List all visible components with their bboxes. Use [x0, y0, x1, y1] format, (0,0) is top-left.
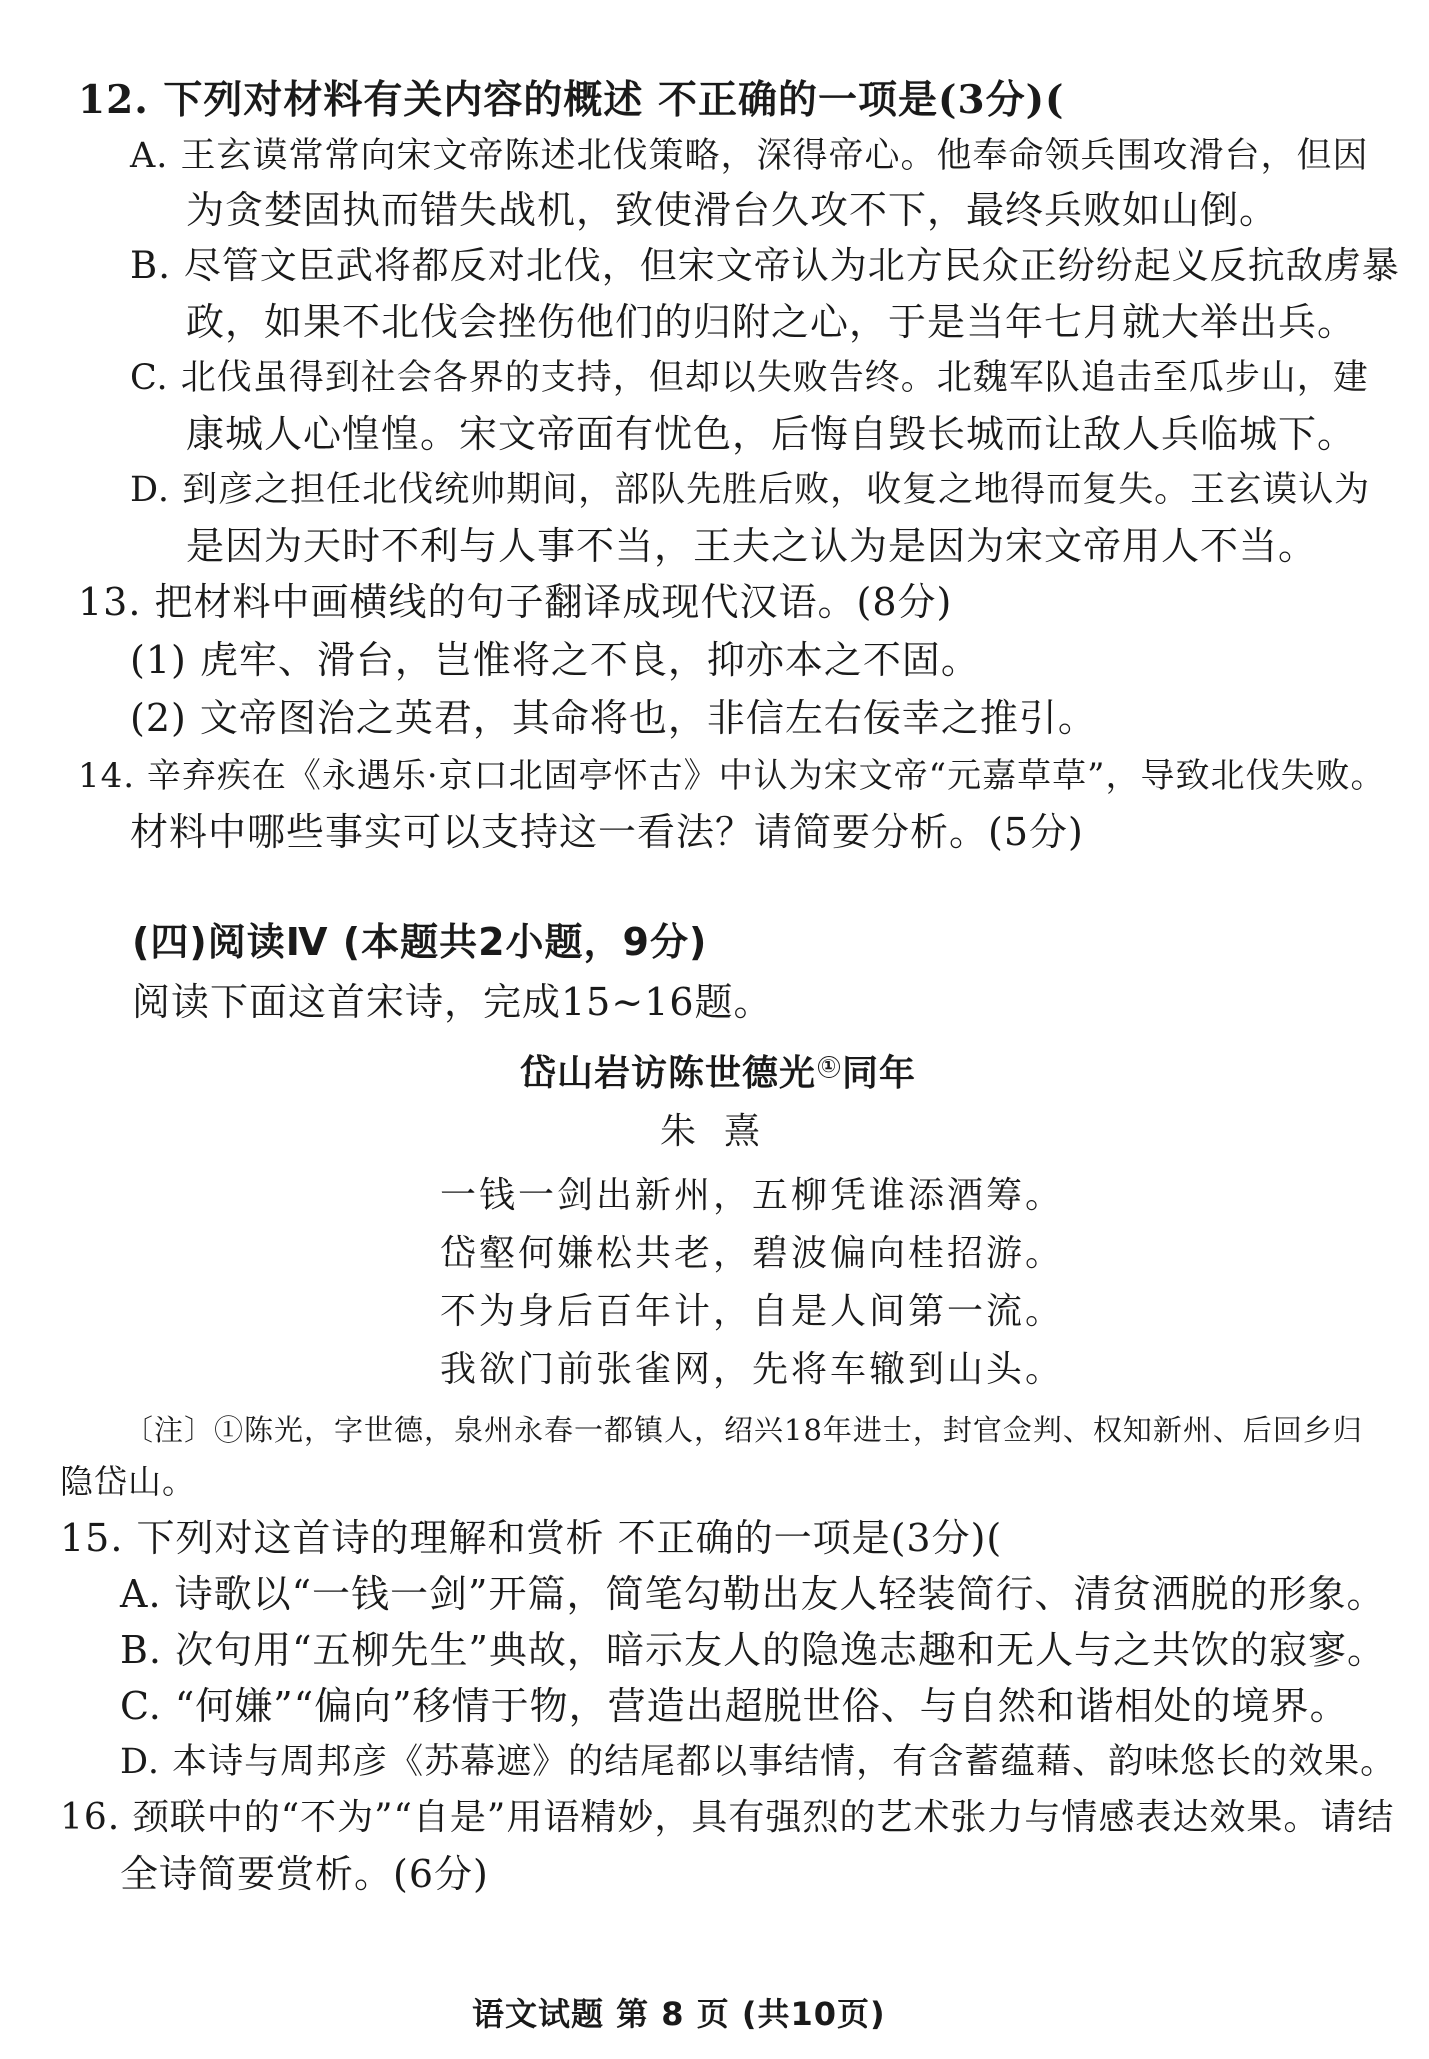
q12-option-c-line2: 康城人心惶惶。宋文帝面有忧色，后悔自毁长城而让敌人兵临城下。 [186, 412, 1357, 456]
q14-line2: 材料中哪些事实可以支持这一看法？请简要分析。(5分) [130, 810, 1084, 854]
q12-option-a-line1: A. 王玄谟常常向宋文帝陈述北伐策略，深得帝心。他奉命领兵围攻滑台，但因 [130, 136, 1369, 176]
q13-item-2: (2) 文帝图治之英君，其命将也，非信左右佞幸之推引。 [130, 696, 1097, 740]
q13-item-1: (1) 虎牢、滑台，岂惟将之不良，抑亦本之不固。 [130, 638, 980, 682]
poem-line-4: 我欲门前张雀网，先将车辙到山头。 [440, 1349, 1065, 1390]
q16-line2: 全诗简要赏析。(6分) [120, 1852, 489, 1896]
q12-option-b-line1: B. 尽管文臣武将都反对北伐，但宋文帝认为北方民众正纷纷起义反抗敌虏暴 [130, 244, 1400, 287]
section-4-instruction: 阅读下面这首宋诗，完成15~16题。 [132, 980, 773, 1024]
q15-option-c: C. “何嫌”“偏向”移情于物，营造出超脱世俗、与自然和谐相处的境界。 [120, 1684, 1349, 1728]
q15-option-a: A. 诗歌以“一钱一剑”开篇，简笔勾勒出友人轻装简行、清贫洒脱的形象。 [120, 1572, 1386, 1616]
q14-line1: 14. 辛弃疾在《永遇乐·京口北固亭怀古》中认为宋文帝“元嘉草草”，导致北伐失败。 [78, 756, 1386, 796]
poem-title-tail: 同年 [842, 1053, 917, 1094]
q15-option-d: D. 本诗与周邦彦《苏幕遮》的结尾都以事结情，有含蓄蕴藉、韵味悠长的效果。 [120, 1742, 1397, 1782]
poem-line-1: 一钱一剑出新州，五柳凭谁添酒筹。 [440, 1175, 1065, 1216]
q15-stem: 15. 下列对这首诗的理解和赏析 不正确的一项是(3分)( [60, 1516, 1003, 1560]
q12-option-d-line1: D. 到彦之担任北伐统帅期间，部队先胜后败，收复之地得而复失。王玄谟认为 [130, 470, 1371, 510]
q16-line1: 16. 颈联中的“不为”“自是”用语精妙，具有强烈的艺术张力与情感表达效果。请结 [60, 1797, 1395, 1838]
page-footer: 语文试题 第 8 页 (共10页) [472, 1995, 886, 2033]
q13-stem: 13. 把材料中画横线的句子翻译成现代汉语。(8分) [78, 580, 953, 624]
section-4-header: (四)阅读Ⅳ (本题共2小题，9分) [132, 920, 708, 964]
poem-title [520, 1048, 916, 1100]
q12-option-d-line2: 是因为天时不利与人事不当，王夫之认为是因为宋文帝用人不当。 [186, 524, 1318, 568]
q12-option-a-line2: 为贪婪固执而错失战机，致使滑台久攻不下，最终兵败如山倒。 [186, 188, 1279, 232]
poem-title-main: 岱山岩访陈世德光 [520, 1053, 817, 1094]
q12-option-c-line1: C. 北伐虽得到社会各界的支持，但却以失败告终。北魏军队追击至瓜步山，建 [130, 358, 1369, 398]
q12-option-b-line2: 政，如果不北伐会挫伤他们的归附之心，于是当年七月就大举出兵。 [186, 300, 1357, 344]
poem-author: 朱熹 [660, 1111, 789, 1152]
poem-note-line2: 隐岱山。 [60, 1462, 196, 1501]
poem-line-3: 不为身后百年计，自是人间第一流。 [440, 1291, 1065, 1332]
poem-note-line1: 〔注〕①陈光，字世德，泉州永春一都镇人，绍兴18年进士，封官佥判、权知新州、后回乡归 [124, 1413, 1363, 1447]
q15-option-b: B. 次句用“五柳先生”典故，暗示友人的隐逸志趣和无人与之共饮的寂寥。 [120, 1628, 1386, 1672]
poem-line-2: 岱壑何嫌松共老，碧波偏向桂招游。 [440, 1233, 1065, 1274]
poem-note-marker: ① [818, 1056, 840, 1078]
q12-stem: 12. 下列对材料有关内容的概述 不正确的一项是(3分)( [78, 77, 1065, 123]
